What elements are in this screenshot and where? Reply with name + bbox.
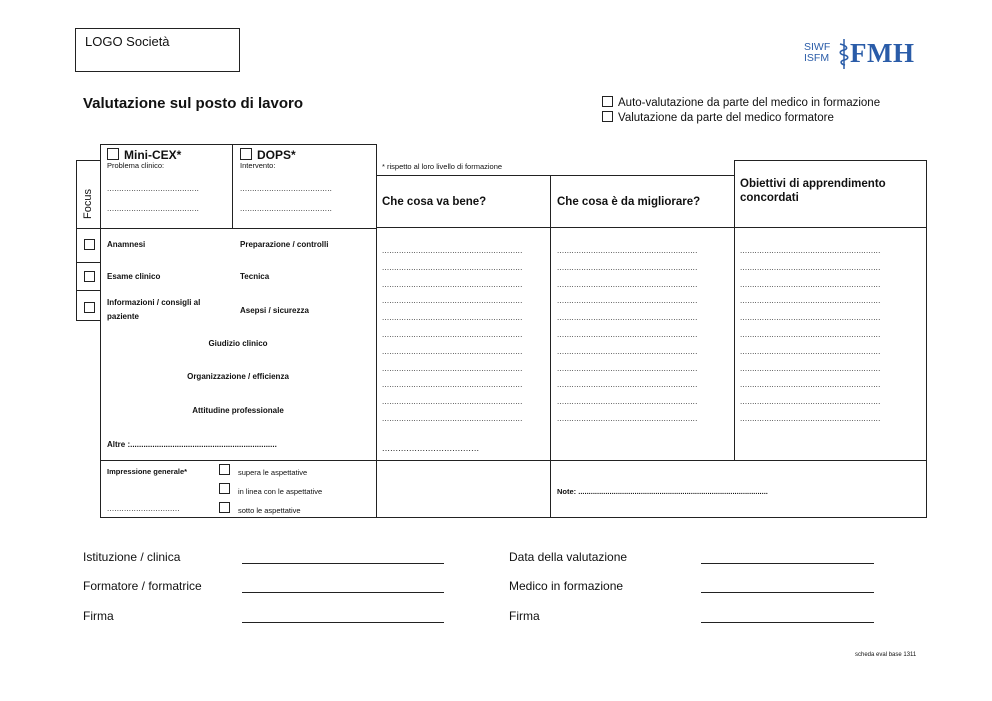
istituzione-input-line[interactable] (242, 563, 444, 564)
note-line[interactable]: .......................................................... (382, 262, 523, 272)
good-notes-extra[interactable]: .................................... (382, 443, 480, 453)
footer-data: Data della valutazione (509, 550, 628, 564)
note-line[interactable]: .......................................................... (740, 262, 881, 272)
impression-checkbox-exceeds[interactable] (219, 464, 230, 475)
note-line[interactable]: .......................................................... (557, 363, 698, 373)
impression-checkbox-below[interactable] (219, 502, 230, 513)
item-asepsi: Asepsi / sicurezza (240, 306, 309, 315)
brand-line1: SIWF (804, 41, 831, 53)
firma-left-input-line[interactable] (242, 622, 444, 623)
clinical-problem-line-2[interactable]: ...................................... (107, 204, 200, 213)
mini-cex-subtitle: Problema clinico: (107, 161, 165, 170)
page-title: Valutazione sul posto di lavoro (83, 95, 304, 112)
caduceus-icon (837, 38, 851, 70)
note-line[interactable]: .......................................................... (740, 279, 881, 289)
note-line[interactable]: .......................................................... (382, 313, 523, 323)
impression-option-below: sotto le aspettative (238, 506, 301, 515)
focus-checkbox-anamnesi[interactable] (84, 239, 95, 250)
intervention-line-2[interactable]: ...................................... (240, 204, 333, 213)
medico-input-line[interactable] (701, 592, 874, 593)
footer-firma-left: Firma (83, 609, 114, 623)
eval-option-self[interactable]: Auto-valutazione da parte del medico in formazione (602, 96, 880, 111)
brand-mark: FMH (850, 38, 915, 68)
eval-option-trainer[interactable]: Valutazione da parte del medico formatore (602, 111, 880, 126)
note-line[interactable]: .......................................................... (740, 380, 881, 390)
item-tecnica: Tecnica (240, 272, 270, 281)
brand-line2: ISFM (804, 52, 830, 64)
footer-istituzione: Istituzione / clinica (83, 550, 181, 564)
item-organizzazione: Organizzazione / efficienza (187, 372, 289, 381)
item-attitudine: Attitudine professionale (192, 406, 284, 415)
data-input-line[interactable] (701, 563, 874, 564)
evaluation-type-options (602, 96, 880, 126)
footer-medico: Medico in formazione (509, 579, 624, 593)
dops-subtitle: Intervento: (240, 161, 276, 170)
note-line[interactable]: .......................................................... (557, 246, 698, 255)
note-line[interactable]: .......................................................... (557, 346, 698, 356)
firma-right-input-line[interactable] (701, 622, 874, 623)
note-line[interactable]: .......................................................... (557, 262, 698, 272)
item-preparazione: Preparazione / controlli (240, 240, 329, 249)
clinical-problem-line-1[interactable]: ...................................... (107, 184, 200, 193)
column-header-improve: Che cosa è da migliorare? (557, 196, 701, 208)
note-line[interactable]: .......................................................... (382, 279, 523, 289)
note-line[interactable]: .......................................................... (557, 279, 698, 289)
checkbox[interactable] (240, 148, 252, 160)
note-line[interactable]: .......................................................... (740, 346, 881, 356)
form-reference: scheda eval base 1311 (855, 652, 917, 658)
note-line[interactable]: .......................................................... (382, 397, 523, 407)
note-line[interactable]: .......................................................... (382, 296, 523, 306)
note-line[interactable]: .......................................................... (557, 397, 698, 407)
item-esame-clinico: Esame clinico (107, 272, 161, 281)
note-line[interactable]: .......................................................... (740, 246, 881, 255)
item-informazioni: Informazioni / consigli al paziente (107, 298, 201, 321)
note-line[interactable]: .......................................................... (557, 414, 698, 423)
checkbox[interactable] (107, 148, 119, 160)
siwf-fmh-logo (804, 38, 926, 70)
mini-cex-option[interactable]: Mini-CEX* (107, 146, 181, 164)
note-line[interactable]: .......................................................... (557, 296, 698, 306)
note-line[interactable]: .......................................................... (382, 346, 523, 356)
altre-field[interactable]: Altre :.................................................................. (107, 440, 277, 449)
impression-label: Impressione generale* (107, 467, 188, 476)
impression-field[interactable]: .............................. (107, 504, 180, 513)
note-line[interactable]: .......................................................... (557, 380, 698, 390)
note-line[interactable]: .......................................................... (382, 380, 523, 390)
note-line[interactable]: .......................................................... (382, 330, 523, 339)
note-line[interactable]: .......................................................... (740, 330, 881, 339)
note-line[interactable]: .......................................................... (382, 246, 523, 255)
item-anamnesi: Anamnesi (107, 240, 146, 249)
formatore-input-line[interactable] (242, 592, 444, 593)
impression-option-meets: in linea con le aspettative (238, 487, 323, 496)
focus-checkbox-esame[interactable] (84, 271, 95, 282)
checkbox[interactable] (602, 96, 613, 107)
level-note: * rispetto al loro livello di formazione (382, 162, 503, 171)
footer-firma-right: Firma (509, 609, 540, 623)
note-field[interactable]: Note: ........................................................................................... (557, 487, 768, 496)
column-header-good: Che cosa va bene? (382, 196, 487, 208)
focus-label: Focus (82, 189, 94, 219)
note-line[interactable]: .......................................................... (740, 363, 881, 373)
focus-checkbox-informazioni[interactable] (84, 302, 95, 313)
item-giudizio: Giudizio clinico (208, 339, 268, 348)
logo-text: LOGO Società (85, 34, 170, 49)
note-line[interactable]: .......................................................... (557, 330, 698, 339)
impression-option-exceeds: supera le aspettative (238, 468, 308, 477)
note-line[interactable]: .......................................................... (740, 397, 881, 407)
footer-formatore: Formatore / formatrice (83, 579, 202, 593)
checkbox[interactable] (602, 111, 613, 122)
company-logo-box (75, 28, 240, 72)
note-line[interactable]: .......................................................... (740, 296, 881, 306)
intervention-line-1[interactable]: ...................................... (240, 184, 333, 193)
note-line[interactable]: .......................................................... (557, 313, 698, 323)
note-line[interactable]: .......................................................... (382, 363, 523, 373)
dops-option[interactable]: DOPS* (240, 146, 296, 164)
note-line[interactable]: .......................................................... (382, 414, 523, 423)
column-header-goals: Obiettivi di apprendimento concordati (740, 178, 886, 204)
note-line[interactable]: .......................................................... (740, 414, 881, 423)
impression-checkbox-meets[interactable] (219, 483, 230, 494)
note-line[interactable]: .......................................................... (740, 313, 881, 323)
